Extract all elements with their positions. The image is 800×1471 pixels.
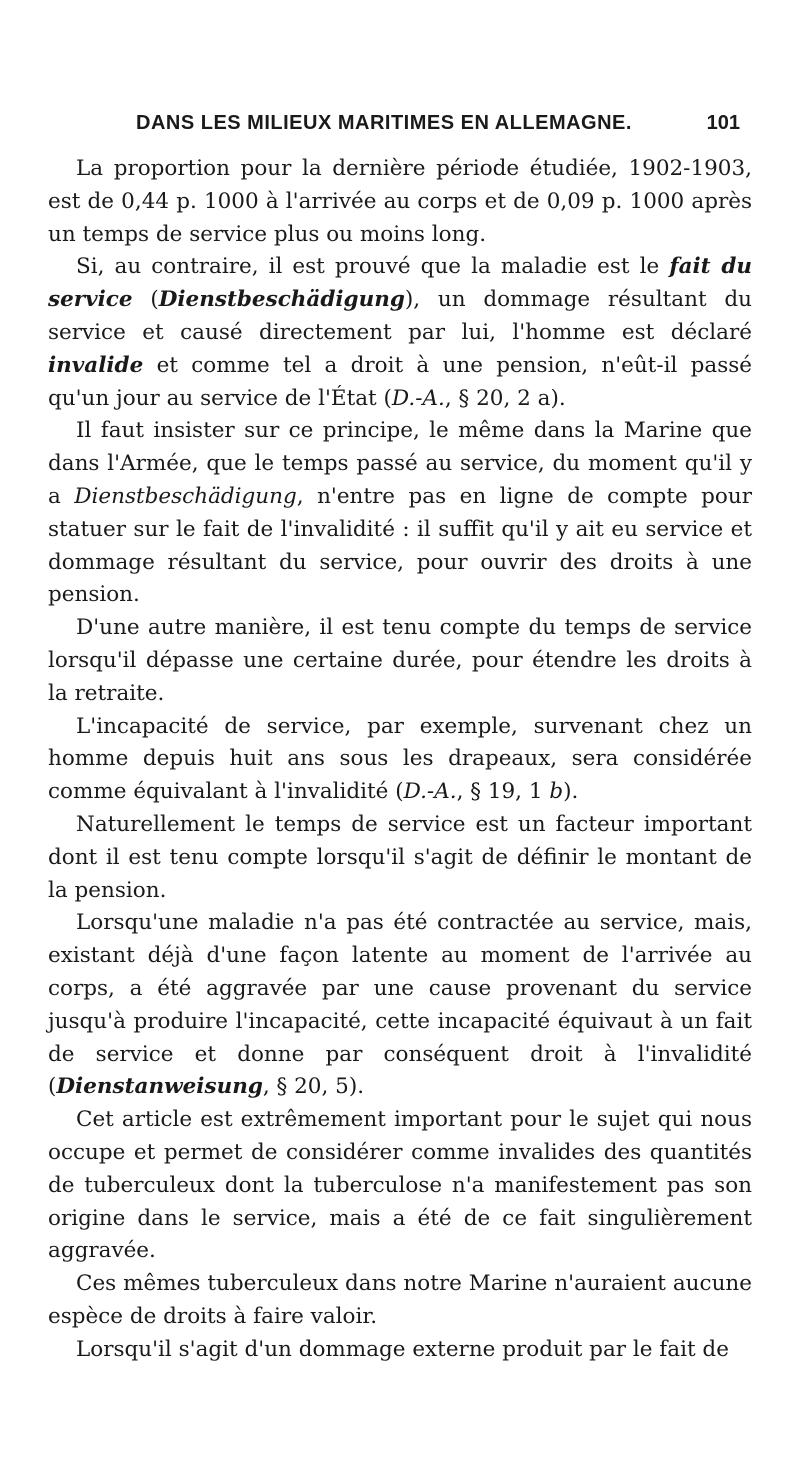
paragraph — [48, 612, 752, 710]
emphasis-text: D.-A. — [403, 779, 457, 805]
text-run: Cet article est extrêmement important pour le sujet qui nous occupe et permet de considérer comme invalides des quantités de tuberculeux dont la tuberculose n'a manifestement pas son origine dans le service, mais a été de ce fait singulièrement aggravée. — [48, 1107, 752, 1264]
paragraph — [48, 711, 752, 809]
text-run: L'incapacité de service, par exemple, survenant chez un homme depuis huit ans sous les drapeaux, sera considérée comme équivalant à l'invalidité ( — [48, 713, 752, 805]
text-run: , § 20, 5). — [262, 1074, 365, 1100]
emphasis-text: D.-A. — [391, 385, 445, 411]
text-run: La proportion pour la dernière période étudiée, 1902-1903, est de 0,44 p. 1000 à l'arrivée au corps et de 0,09 p. 1000 après un temps de service plus ou moins long. — [48, 156, 752, 247]
text-run: , § 20, 2 a). — [444, 385, 566, 411]
body-text — [48, 153, 752, 1366]
paragraph — [48, 251, 752, 415]
running-title: DANS LES MILIEUX MARITIMES EN ALLEMAGNE. — [136, 112, 632, 134]
page-number: 101 — [706, 112, 740, 134]
text-run: ). — [563, 779, 579, 805]
paragraph — [48, 907, 752, 1104]
paragraph — [48, 1104, 752, 1268]
text-run: Il faut insister sur ce principe, le même dans la Marine que dans l'Armée, que le temps passé au service, du moment qu'il y a — [48, 418, 752, 509]
text-run: D'une autre manière, il est tenu compte du temps de service lorsqu'il dépasse une certaine durée, pour étendre les droits à la retraite. — [48, 615, 752, 706]
emphasis-text: Dienstbeschädigung — [74, 483, 297, 509]
text-run: Lorsqu'une maladie n'a pas été contractée au service, mais, existant déjà d'une façon latente au moment de l'arrivée au corps, a été aggravée par une cause provenant du service jusqu'à produire l'incapacité, cette incapacité équivaut à un fait de service et donne par conséquent droit à l'invalidité ( — [48, 910, 752, 1100]
emphasis-text: Dienstbeschädigung — [158, 287, 405, 313]
text-run: , n'entre pas en ligne de compte pour statuer sur le fait de l'invalidité : il suffit qu'il y ait eu service et dommage résultant du service, pour ouvrir des droits à une pension. — [48, 483, 752, 608]
emphasis-text: Dienstanweisung — [56, 1074, 263, 1100]
text-run: Lorsqu'il s'agit d'un dommage externe produit par le fait de — [76, 1336, 729, 1362]
paragraph — [48, 153, 752, 251]
text-run: Ces mêmes tuberculeux dans notre Marine n'auraient aucune espèce de droits à faire valoir. — [48, 1271, 752, 1329]
text-run: ), un dommage résultant du service et causé directement par lui, l'homme est déclaré — [48, 287, 752, 345]
paragraph — [48, 1268, 752, 1334]
emphasis-text: b — [549, 779, 564, 805]
text-run: , § 19, 1 — [456, 779, 550, 805]
paragraph — [48, 415, 752, 612]
paragraph — [48, 1334, 752, 1367]
emphasis-text: fait du service — [48, 254, 752, 313]
text-run: et comme tel a droit à une pension, n'eût-il passé qu'un jour au service de l'État ( — [48, 352, 752, 411]
text-run: ( — [132, 287, 159, 313]
text-run: Naturellement le temps de service est un facteur important dont il est tenu compte lorsqu'il s'agit de définir le montant de la pension. — [48, 811, 752, 903]
running-header — [48, 112, 752, 135]
text-run: Si, au contraire, il est prouvé que la maladie est le — [76, 254, 670, 280]
emphasis-text: invalide — [48, 352, 144, 378]
paragraph — [48, 809, 752, 907]
